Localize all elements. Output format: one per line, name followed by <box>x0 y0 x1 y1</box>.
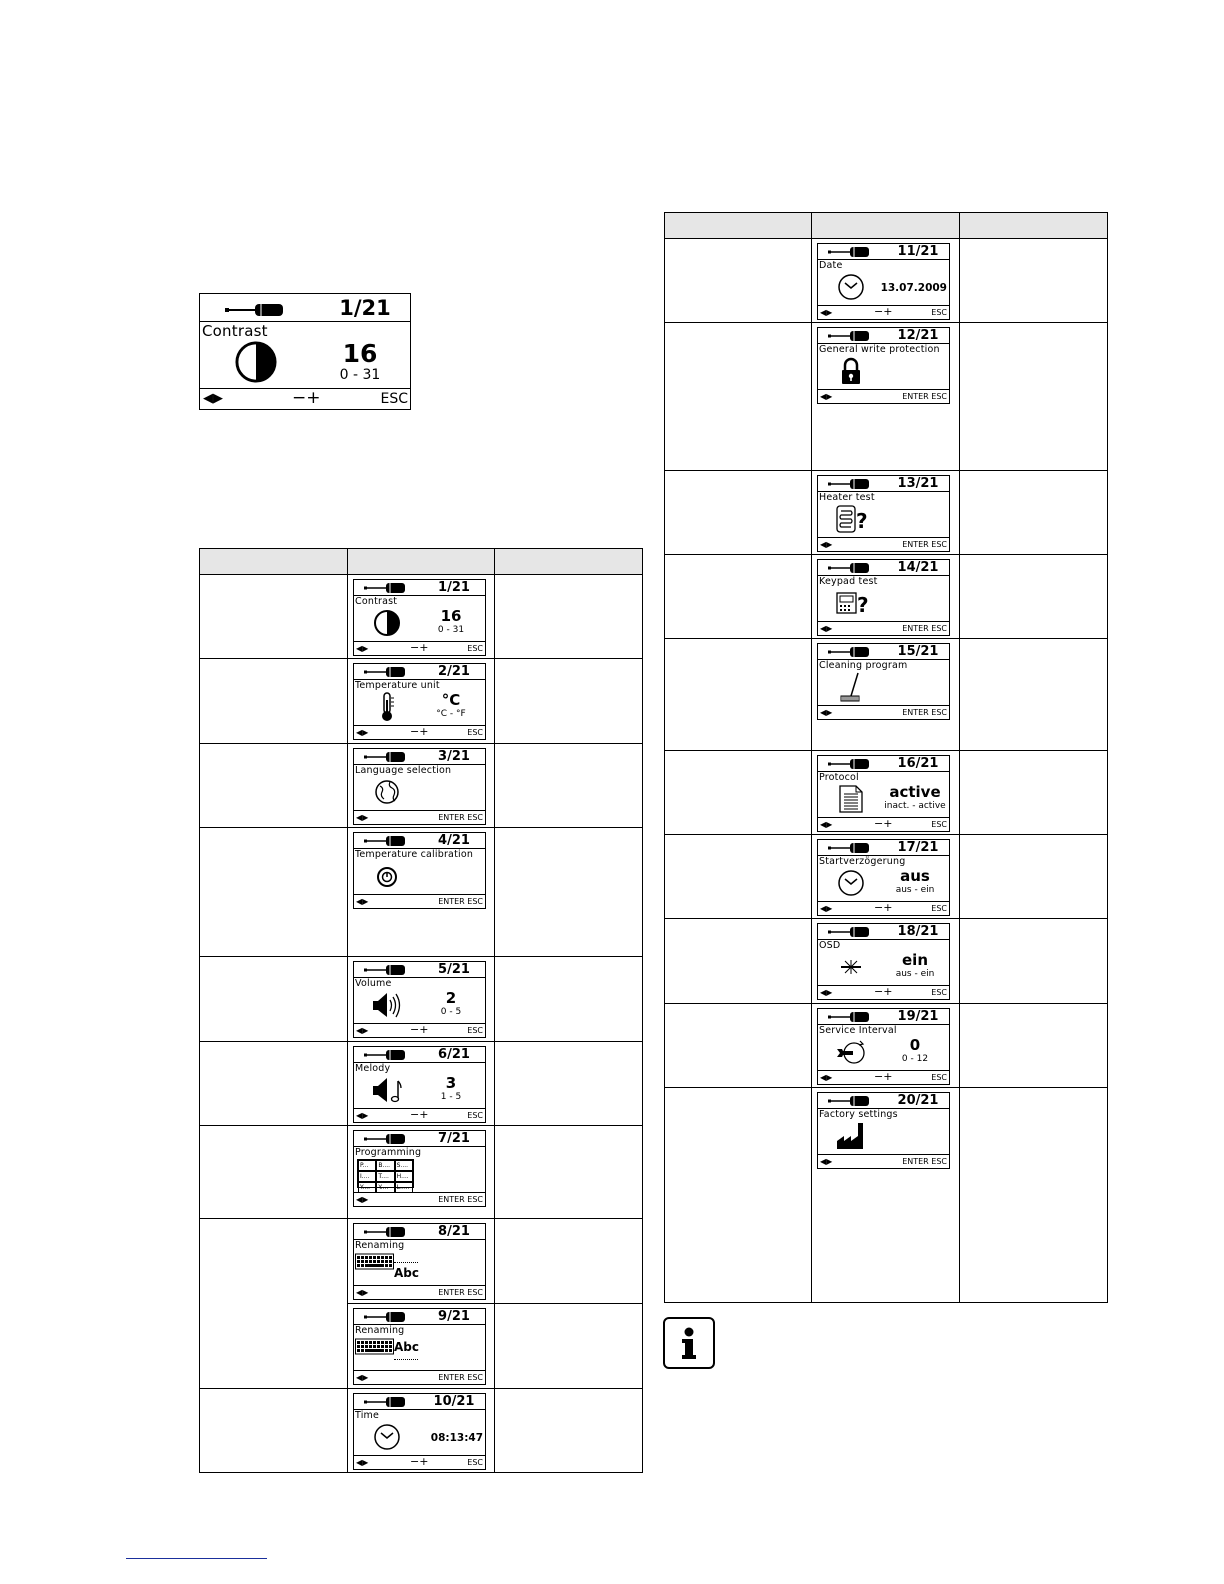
setting-range: 0 - 31 <box>339 367 381 383</box>
header-cell <box>960 213 1108 239</box>
footnote-separator <box>126 1558 267 1559</box>
page-number: 8/21 <box>438 1224 470 1239</box>
setting-value: 16 <box>342 339 378 368</box>
page-number: 15/21 <box>897 644 939 659</box>
plus-minus: −+ <box>874 901 893 914</box>
key-labels: ENTER ESC <box>902 540 947 549</box>
setting-value: 2 <box>445 989 457 1007</box>
program-slot: B.... <box>376 1160 394 1171</box>
setting-name: Service Interval <box>819 1025 897 1036</box>
page-number: 1/21 <box>339 296 391 320</box>
info-glyph <box>665 1319 713 1367</box>
tool-icon <box>828 1011 870 1023</box>
program-slot: Y.... <box>358 1182 376 1193</box>
plus-minus: −+ <box>410 1108 429 1121</box>
setting-range: 0 - 31 <box>437 625 465 635</box>
plus-minus: −+ <box>410 641 429 654</box>
tool-icon <box>828 330 870 342</box>
key-labels: ESC <box>467 1026 483 1035</box>
setting-name: Time <box>355 1410 380 1421</box>
page-number: 18/21 <box>897 924 939 939</box>
setting-value: active <box>889 783 941 801</box>
key-labels: ESC <box>931 308 947 317</box>
page-number: 7/21 <box>438 1131 470 1146</box>
heater-test-icon <box>836 504 866 534</box>
broom-icon <box>836 672 866 702</box>
device-screen-4-of-21 <box>353 832 486 909</box>
nav-arrows: ◀▶ <box>820 1157 833 1166</box>
setting-value: 08:13:47 <box>430 1432 483 1444</box>
key-labels: ESC <box>380 391 408 407</box>
program-slot: I.... <box>358 1171 376 1182</box>
setting-name: Temperature unit <box>355 680 440 691</box>
tool-icon <box>364 835 406 847</box>
page-number: 16/21 <box>897 756 939 771</box>
speaker-icon <box>372 990 402 1020</box>
nav-arrows: ◀▶ <box>356 1288 369 1297</box>
plus-minus: −+ <box>410 725 429 738</box>
nav-arrows: ◀▶ <box>820 820 833 829</box>
rename-sample: Abc <box>394 1266 419 1280</box>
plus-minus: −+ <box>410 1023 429 1036</box>
clock-icon <box>836 272 866 302</box>
page-number: 14/21 <box>897 560 939 575</box>
tool-icon <box>828 842 870 854</box>
header-cell <box>348 549 495 575</box>
page-number: 11/21 <box>897 244 939 259</box>
setting-range: aus - ein <box>895 969 935 979</box>
svg-text:?: ? <box>857 593 869 617</box>
setting-range: 0 - 5 <box>440 1007 462 1017</box>
menu-table-right <box>664 212 1108 1303</box>
key-labels: ESC <box>467 1111 483 1120</box>
tool-icon <box>364 964 406 976</box>
tool-icon <box>225 303 285 317</box>
page-number: 6/21 <box>438 1047 470 1062</box>
page-number: 20/21 <box>897 1093 939 1108</box>
tool-icon <box>364 751 406 763</box>
document-icon <box>836 784 866 814</box>
setting-name: Temperature calibration <box>355 849 474 860</box>
nav-arrows: ◀▶ <box>820 904 833 913</box>
device-screen-8-of-21 <box>353 1223 486 1300</box>
setting-name: Startverzögerung <box>819 856 906 867</box>
device-screen-11-of-21 <box>817 243 950 320</box>
page-number: 5/21 <box>438 962 470 977</box>
tool-icon <box>828 646 870 658</box>
tool-icon <box>364 1049 406 1061</box>
key-labels: ENTER ESC <box>438 1288 483 1297</box>
nav-arrows: ◀▶ <box>356 1195 369 1204</box>
setting-name: Contrast <box>355 596 398 607</box>
nav-arrows: ◀▶ <box>356 1458 369 1467</box>
key-labels: ESC <box>931 1073 947 1082</box>
nav-arrows: ◀▶ <box>356 1373 369 1382</box>
nav-arrows: ◀▶ <box>820 1073 833 1082</box>
setting-value: 16 <box>440 607 462 625</box>
nav-arrows: ◀▶ <box>820 392 833 401</box>
key-labels: ENTER ESC <box>438 1373 483 1382</box>
setting-range: 1 - 5 <box>440 1092 462 1102</box>
page-number: 12/21 <box>897 328 939 343</box>
setting-value: 13.07.2009 <box>880 282 947 294</box>
key-labels: ENTER ESC <box>902 392 947 401</box>
nav-arrows: ◀▶ <box>820 540 833 549</box>
tool-icon <box>364 666 406 678</box>
service-wrench-icon <box>836 1037 866 1067</box>
svg-text:?: ? <box>856 509 868 533</box>
setting-name: Factory settings <box>819 1109 898 1120</box>
setting-range: aus - ein <box>895 885 935 895</box>
setting-name: Cleaning program <box>819 660 908 671</box>
program-slot: T.... <box>376 1171 394 1182</box>
header-cell <box>812 213 960 239</box>
device-screen-2-of-21 <box>353 663 486 740</box>
info-icon <box>663 1317 715 1369</box>
program-slot: H.... <box>395 1171 413 1182</box>
key-labels: ENTER ESC <box>438 813 483 822</box>
device-screen-19-of-21 <box>817 1008 950 1085</box>
clock-icon <box>836 868 866 898</box>
device-screen-7-of-21 <box>353 1130 486 1207</box>
device-screen-20-of-21 <box>817 1092 950 1169</box>
page-number: 3/21 <box>438 749 470 764</box>
nav-arrows: ◀▶ <box>356 897 369 906</box>
header-cell <box>495 549 643 575</box>
thermometer-icon <box>372 692 402 722</box>
key-labels: ESC <box>467 644 483 653</box>
tool-icon <box>828 758 870 770</box>
tool-icon <box>364 582 406 594</box>
key-labels: ENTER ESC <box>438 1195 483 1204</box>
contrast-icon <box>234 340 278 384</box>
tool-icon <box>828 926 870 938</box>
page-number: 17/21 <box>897 840 939 855</box>
key-labels: ENTER ESC <box>902 624 947 633</box>
program-slot: Y.... <box>376 1182 394 1193</box>
key-labels: ENTER ESC <box>902 1157 947 1166</box>
key-labels: ESC <box>931 820 947 829</box>
device-screen-9-of-21 <box>353 1308 486 1385</box>
setting-value: aus <box>900 867 930 885</box>
setting-value: ein <box>902 951 928 969</box>
tool-icon <box>364 1396 406 1408</box>
program-slot: S.... <box>395 1160 413 1171</box>
contrast-display-preview <box>199 293 411 410</box>
setting-value: 3 <box>445 1074 457 1092</box>
setting-name: Volume <box>355 978 392 989</box>
tool-icon <box>364 1133 406 1145</box>
plus-minus: −+ <box>874 1070 893 1083</box>
setting-name: General write protection <box>819 344 940 355</box>
key-labels: ESC <box>467 1458 483 1467</box>
nav-arrows: ◀▶ <box>356 813 369 822</box>
factory-icon <box>836 1121 866 1151</box>
nav-arrows: ◀▶ <box>356 1026 369 1035</box>
setting-name: OSD <box>819 940 841 951</box>
nav-arrows: ◀▶ <box>356 644 369 653</box>
device-screen-3-of-21 <box>353 748 486 825</box>
rename-sample: Abc <box>394 1340 419 1354</box>
page-number: 2/21 <box>438 664 470 679</box>
nav-arrows: ◀▶ <box>356 728 369 737</box>
device-screen-10-of-21 <box>353 1393 486 1470</box>
setting-range: °C - °F <box>436 709 466 719</box>
setting-name: Programming <box>355 1147 422 1158</box>
device-screen-16-of-21 <box>817 755 950 832</box>
nav-arrows: ◀▶ <box>203 391 223 406</box>
page-number: 10/21 <box>433 1394 475 1409</box>
rename-cursor-dots <box>394 1359 418 1360</box>
nav-arrows: ◀▶ <box>356 1111 369 1120</box>
page-number: 13/21 <box>897 476 939 491</box>
tool-icon <box>364 1226 406 1238</box>
device-screen-5-of-21 <box>353 961 486 1038</box>
globe-icon <box>372 777 402 807</box>
key-labels: ESC <box>931 988 947 997</box>
device-screen-6-of-21 <box>353 1046 486 1123</box>
nav-arrows: ◀▶ <box>820 308 833 317</box>
key-labels: ESC <box>931 904 947 913</box>
header-cell <box>665 213 812 239</box>
device-screen-14-of-21 <box>817 559 950 636</box>
page-number: 1/21 <box>438 580 470 595</box>
plus-minus: −+ <box>410 1455 429 1468</box>
setting-name: Date <box>819 260 843 271</box>
device-screen-12-of-21 <box>817 327 950 404</box>
setting-name: Protocol <box>819 772 859 783</box>
nav-arrows: ◀▶ <box>820 624 833 633</box>
header-cell <box>200 549 348 575</box>
setting-name: Melody <box>355 1063 391 1074</box>
setting-name: Contrast <box>202 322 268 340</box>
melody-icon <box>372 1075 402 1105</box>
key-labels: ESC <box>467 728 483 737</box>
setting-name: Renaming <box>355 1240 405 1251</box>
program-grid-icon <box>357 1159 414 1191</box>
setting-name: Language selection <box>355 765 452 776</box>
tool-icon <box>828 478 870 490</box>
key-labels: ENTER ESC <box>902 708 947 717</box>
tool-icon <box>828 246 870 258</box>
plus-minus: −+ <box>874 985 893 998</box>
plus-minus: −+ <box>874 305 893 318</box>
clock-icon <box>372 1422 402 1452</box>
page-number: 4/21 <box>438 833 470 848</box>
plus-minus: −+ <box>292 388 321 408</box>
setting-range: inact. - active <box>884 801 946 811</box>
device-screen-18-of-21 <box>817 923 950 1000</box>
tool-icon <box>364 1311 406 1323</box>
page-number: 19/21 <box>897 1009 939 1024</box>
page-number: 9/21 <box>438 1309 470 1324</box>
program-slot: L..... <box>395 1182 413 1193</box>
keypad-test-icon <box>836 588 869 618</box>
program-slot: P... <box>358 1160 376 1171</box>
setting-value: 0 <box>909 1036 921 1054</box>
plus-minus: −+ <box>874 817 893 830</box>
nav-arrows: ◀▶ <box>820 708 833 717</box>
setting-value: °C <box>441 691 461 709</box>
setting-range: 0 - 12 <box>901 1054 929 1064</box>
menu-table-left <box>199 548 643 1473</box>
setting-name: Keypad test <box>819 576 878 587</box>
osd-icon <box>836 952 866 982</box>
device-screen-17-of-21 <box>817 839 950 916</box>
setting-name: Heater test <box>819 492 875 503</box>
key-labels: ENTER ESC <box>438 897 483 906</box>
tool-icon <box>828 562 870 574</box>
tool-icon <box>828 1095 870 1107</box>
rename-cursor-dots <box>394 1262 418 1263</box>
calibration-icon <box>372 861 402 891</box>
device-screen-1-of-21 <box>353 579 486 656</box>
lock-icon <box>836 356 866 386</box>
device-screen-15-of-21 <box>817 643 950 720</box>
nav-arrows: ◀▶ <box>820 988 833 997</box>
setting-name: Renaming <box>355 1325 405 1336</box>
contrast-icon <box>372 608 402 638</box>
device-screen-13-of-21 <box>817 475 950 552</box>
